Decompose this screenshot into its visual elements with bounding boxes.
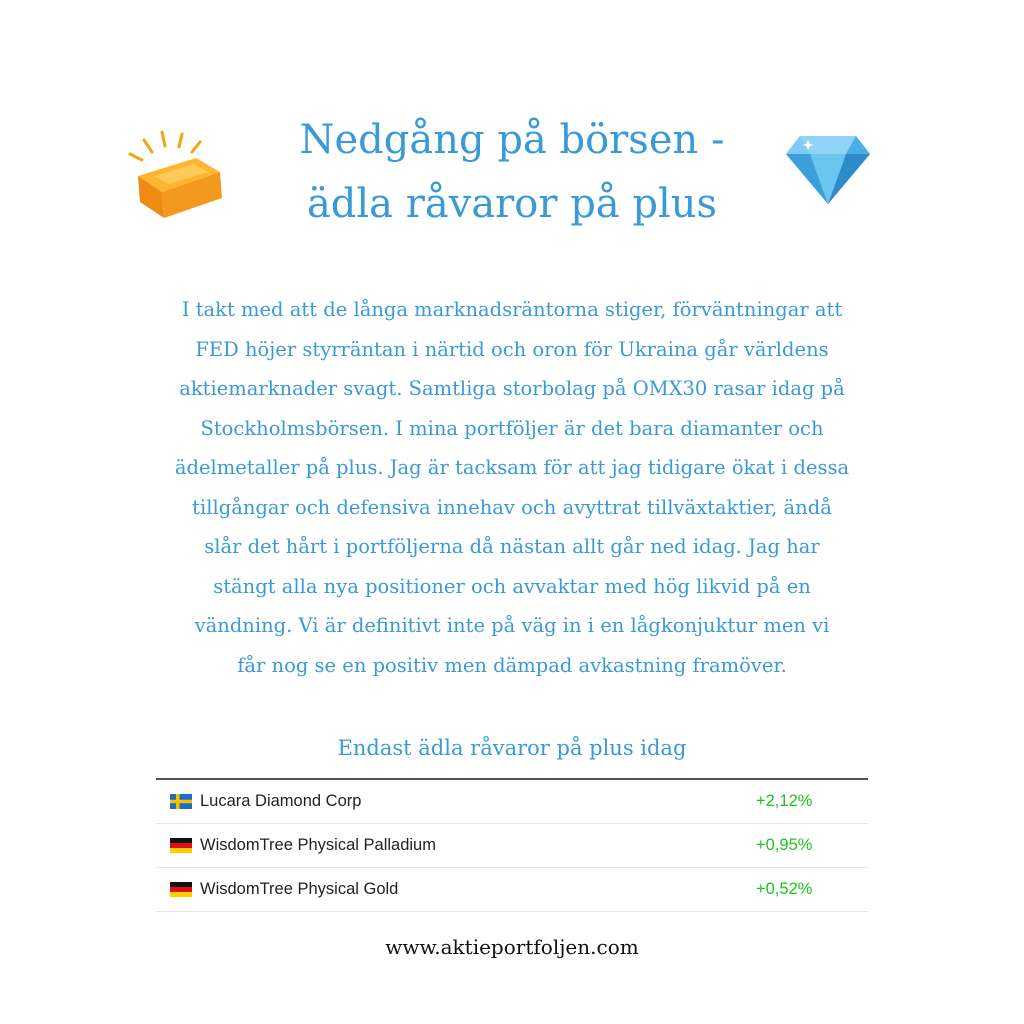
body-line: stängt alla nya positioner och avvaktar med hög likvid på en xyxy=(213,574,811,598)
body-line: Stockholmsbörsen. I mina portföljer är det bara diamanter och xyxy=(200,416,824,440)
body-line: får nog se en positiv men dämpad avkastning framöver. xyxy=(237,653,787,677)
germany-flag-icon xyxy=(170,838,192,853)
table-row xyxy=(156,868,868,912)
holdings-table xyxy=(156,778,868,912)
body-line: vändning. Vi är definitivt inte på väg in i en lågkonjuktur men vi xyxy=(194,614,830,637)
body-line: I takt med att de långa marknadsräntorna stiger, förväntningar att xyxy=(181,298,843,321)
holding-name: WisdomTree Physical Palladium xyxy=(200,836,436,854)
holding-change: +0,95% xyxy=(756,836,813,854)
holding-name: Lucara Diamond Corp xyxy=(200,792,362,810)
table-row xyxy=(156,780,868,824)
table-row xyxy=(156,824,868,868)
holding-change: +2,12% xyxy=(756,792,813,810)
body-line: slår det hårt i portföljerna då nästan allt går ned idag. Jag har xyxy=(204,535,820,558)
gold-bar-icon xyxy=(122,128,226,220)
body-line: tillgångar och defensiva innehav och avyttrat tillväxtaktier, ändå xyxy=(192,495,832,519)
article-body xyxy=(96,290,928,685)
table-caption: Endast ädla råvaror på plus idag xyxy=(337,736,687,760)
page-title xyxy=(212,108,812,236)
body-line: ädelmetaller på plus. Jag är tacksam för att jag tidigare ökat i dessa xyxy=(174,456,850,479)
title-line-2: ädla råvaror på plus xyxy=(306,181,718,227)
germany-flag-icon xyxy=(170,882,192,897)
body-line: aktiemarknader svagt. Samtliga storbolag på OMX30 rasar idag på xyxy=(179,377,845,400)
sweden-flag-icon xyxy=(170,794,192,809)
footer-url: www.aktieportfoljen.com xyxy=(385,935,639,959)
holding-name: WisdomTree Physical Gold xyxy=(200,880,399,898)
title-line-1: Nedgång på börsen - xyxy=(299,117,725,163)
holding-change: +0,52% xyxy=(756,880,813,898)
body-line: FED höjer styrräntan i närtid och oron för Ukraina går världens xyxy=(195,337,829,361)
